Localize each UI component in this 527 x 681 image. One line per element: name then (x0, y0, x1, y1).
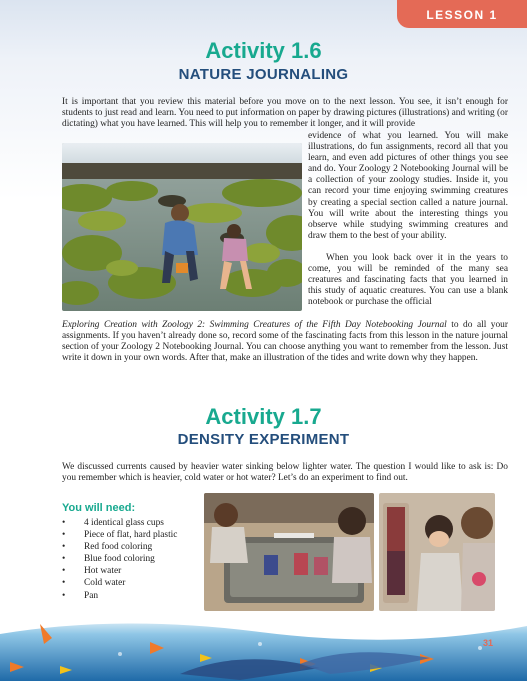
book-title: Exploring Creation with Zoology 2: Swimming Creatures of the Fifth Day Notebooking Journal (62, 320, 447, 330)
experiment-photo-1-image (204, 493, 374, 611)
activity-1-6-subtitle: NATURE JOURNALING (178, 66, 349, 83)
activity-1-7-title: Activity 1.7 (205, 404, 322, 429)
experiment-photo-2 (379, 493, 495, 611)
ocean-footer-illustration (0, 614, 527, 681)
tidepool-photo (62, 143, 302, 311)
tidepool-photo-image (62, 143, 302, 311)
materials-list (62, 517, 177, 602)
experiment-intro: We discussed currents caused by heavier water sinking below lighter water. The question I would like to ask is: Do you remember which is heavier, cold water or hot water? Let’s do an experiment to find out. (62, 462, 508, 484)
list-item: • Pan (62, 590, 177, 602)
experiment-photo-1 (204, 493, 374, 611)
list-item: • Cold water (62, 577, 177, 589)
activity-1-7-subtitle: DENSITY EXPERIMENT (177, 431, 350, 448)
experiment-photo-2-image (379, 493, 495, 611)
list-item: • Piece of flat, hard plastic (62, 529, 177, 541)
list-item: • Blue food coloring (62, 553, 177, 565)
bottom-paragraph-text: to do all your assignments. If you haven’t already done so, record some of the fascinating facts from this lesson in the nature journal section of your Zoology 2 Notebooking Journal. You can choose anything you want to remember from the lesson. Just write it down in your own words. After that, make an illustration of the tides and write down why they happen. (62, 320, 508, 364)
list-item: • Hot water (62, 565, 177, 577)
page-number: 31 (482, 638, 493, 648)
intro-paragraph: It is important that you review this material before you move on to the next lesson. You see, it isn’t enough for students to just read and learn. You need to put information on paper by drawing pictures (illustrations) and writing (or dictating) what you have learned. This will help you to remember it longer, and it will provide (62, 97, 508, 130)
you-will-need-heading: You will need: (62, 502, 136, 514)
right-column-paragraph: evidence of what you learned. You will make illustrations, do fun assignments, record all that you learn, and even add pictures of other things you see and do. Your Zoology 2 Notebooking Journal will be a collection of your zoology studies. Inside it, you can record your time enjoying swimming creatures by creating a special section called a nature journal. You will write about the interesting things you observe while studying swimming creatures and draw them to the best of your ability. (308, 131, 508, 241)
list-item: • 4 identical glass cups (62, 517, 177, 529)
activity-1-6-title: Activity 1.6 (205, 38, 322, 63)
list-item: • Red food coloring (62, 541, 177, 553)
ocean-footer-image (0, 614, 527, 681)
lesson-tab: LESSON 1 (397, 0, 527, 28)
bottom-paragraph (62, 320, 508, 364)
right-column-paragraph-2: When you look back over it in the years to come, you will be reminded of the many sea creatures and fascinating facts that you learned in this study of aquatic creatures. You can use a blank notebook or purchase the official (308, 253, 508, 308)
